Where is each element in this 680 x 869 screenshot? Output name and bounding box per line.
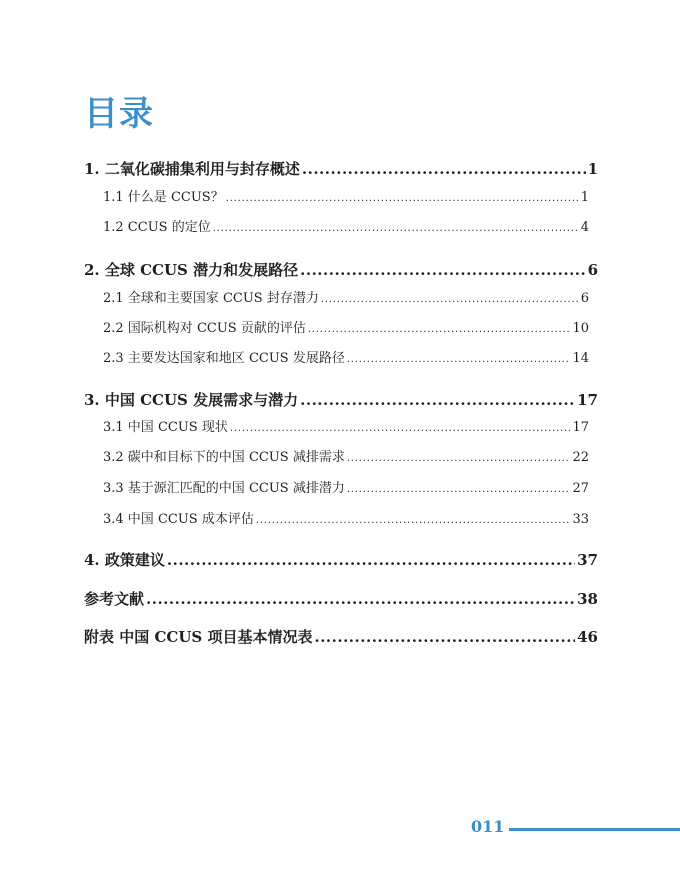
toc-entry-section-3-4[interactable] (103, 508, 589, 527)
toc-entry-page: 6 (587, 261, 598, 279)
toc-entry-section-3-3[interactable] (103, 477, 589, 496)
dot-leader (302, 160, 586, 178)
toc-entry-page: 6 (580, 291, 589, 306)
toc-entry-text: 1.2 CCUS 的定位 (103, 220, 211, 235)
toc-entry-page: 1 (587, 160, 598, 178)
toc-entry-section-2-3[interactable] (103, 347, 589, 366)
toc-entry-text: 4. 政策建议 (84, 551, 165, 569)
toc-entry-page: 46 (577, 628, 598, 646)
toc-entry-page: 22 (572, 450, 589, 465)
dot-leader (300, 261, 585, 279)
toc-entry-text: 3.3 基于源汇匹配的中国 CCUS 减排潜力 (103, 481, 345, 496)
toc-entry-chapter-1[interactable] (84, 158, 598, 179)
dot-leader (314, 628, 575, 646)
toc-entry-section-2-1[interactable] (103, 287, 589, 306)
toc-entry-chapter-4[interactable] (84, 549, 598, 570)
toc-entry-text: 2.3 主要发达国家和地区 CCUS 发展路径 (103, 351, 345, 366)
dot-leader (300, 391, 575, 409)
dot-leader (213, 223, 579, 234)
toc-entry-text: 参考文献 (84, 590, 145, 608)
dot-leader (230, 423, 571, 434)
toc-entry-page: 10 (572, 321, 589, 336)
toc-entry-text: 2.2 国际机构对 CCUS 贡献的评估 (103, 321, 306, 336)
toc-entry-section-2-2[interactable] (103, 317, 589, 336)
toc-entry-section-1-1[interactable] (103, 186, 589, 205)
toc-entry-text: 3. 中国 CCUS 发展需求与潜力 (84, 391, 299, 409)
toc-entry-text: 3.1 中国 CCUS 现状 (103, 420, 228, 435)
page-number: 011 (471, 817, 505, 836)
toc-entry-section-3-1[interactable] (103, 416, 589, 435)
toc-entry-text: 2.1 全球和主要国家 CCUS 封存潜力 (103, 291, 319, 306)
toc-entry-section-1-2[interactable] (103, 216, 589, 235)
toc-entry-text: 3.4 中国 CCUS 成本评估 (103, 512, 254, 527)
toc-entry-text: 1. 二氧化碳捕集利用与封存概述 (84, 160, 300, 178)
toc-entry-chapter-2[interactable] (84, 259, 598, 280)
toc-entry-page: 1 (580, 190, 589, 205)
dot-leader (146, 590, 575, 608)
toc-entry-page: 14 (572, 351, 589, 366)
toc-entry-page: 17 (577, 391, 598, 409)
dot-leader (321, 294, 579, 305)
toc-title: 目录 (84, 94, 154, 134)
toc-entry-page: 33 (572, 512, 589, 527)
dot-leader (167, 551, 575, 569)
toc-entry-text: 2. 全球 CCUS 潜力和发展路径 (84, 261, 299, 279)
toc-entry-page: 38 (577, 590, 598, 608)
toc-entry-page: 27 (572, 481, 589, 496)
dot-leader (347, 354, 571, 365)
dot-leader (347, 453, 571, 464)
toc-entry-text: 3.2 碳中和目标下的中国 CCUS 减排需求 (103, 450, 345, 465)
dot-leader (308, 324, 571, 335)
toc-entry-text: 1.1 什么是 CCUS？ (103, 190, 224, 205)
toc-entry-page: 37 (577, 551, 598, 569)
footer-accent-line (509, 828, 680, 831)
toc-entry-page: 17 (572, 420, 589, 435)
toc-entry-appendix[interactable] (84, 626, 598, 647)
toc-entry-section-3-2[interactable] (103, 446, 589, 465)
toc-entry-chapter-3[interactable] (84, 389, 598, 410)
dot-leader (256, 515, 571, 526)
toc-entry-text: 附表 中国 CCUS 项目基本情况表 (84, 628, 313, 646)
dot-leader (347, 484, 571, 495)
toc-entry-page: 4 (580, 220, 589, 235)
dot-leader (226, 193, 579, 204)
toc-entry-references[interactable] (84, 588, 598, 609)
